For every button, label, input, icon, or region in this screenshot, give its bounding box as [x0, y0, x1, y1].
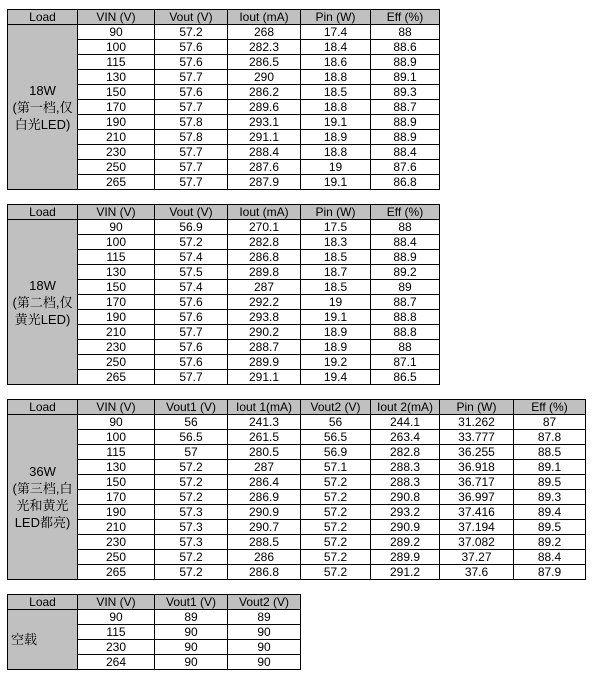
column-header: VIN (V)	[78, 10, 155, 25]
table-cell: 57.2	[301, 490, 371, 505]
table-cell: 264	[78, 655, 155, 670]
column-header: Iout 2(mA)	[371, 400, 440, 415]
table-cell: 289.8	[228, 265, 301, 280]
table-cell: 57.2	[155, 235, 228, 250]
table-cell: 291.1	[228, 370, 301, 385]
table-cell: 56.5	[301, 430, 371, 445]
table-cell: 263.4	[371, 430, 440, 445]
table-cell: 290.2	[228, 325, 301, 340]
table-cell: 57.2	[301, 550, 371, 565]
table-cell: 37.194	[440, 520, 514, 535]
table-cell: 190	[78, 310, 155, 325]
table-cell: 88	[371, 340, 440, 355]
table-row	[8, 445, 586, 460]
table-cell: 286.4	[228, 475, 301, 490]
table-cell: 288.3	[371, 475, 440, 490]
table-cell: 57.6	[155, 40, 228, 55]
table-cell: 89.2	[371, 265, 440, 280]
load-label: 18W (第二档,仅 黄光LED)	[8, 220, 78, 385]
table-cell: 250	[78, 355, 155, 370]
column-header: Eff (%)	[514, 400, 586, 415]
table-cell: 286.9	[228, 490, 301, 505]
table-row	[8, 565, 586, 580]
table-cell: 88	[371, 25, 440, 40]
table-cell: 290.8	[371, 490, 440, 505]
table-cell: 18.9	[301, 325, 371, 340]
table-cell: 210	[78, 520, 155, 535]
table-cell: 115	[78, 625, 155, 640]
table-cell: 57.2	[301, 565, 371, 580]
column-header: Vout1 (V)	[155, 400, 228, 415]
table-cell: 115	[78, 445, 155, 460]
table-cell: 89	[228, 610, 301, 625]
table-cell: 89	[371, 280, 440, 295]
table-row	[8, 520, 586, 535]
table-cell: 89.5	[514, 520, 586, 535]
table-cell: 57.8	[155, 130, 228, 145]
column-header: Vout1 (V)	[155, 595, 228, 610]
table-cell: 19	[301, 160, 371, 175]
table-cell: 57.3	[155, 535, 228, 550]
table-cell: 287.9	[228, 175, 301, 190]
table-cell: 170	[78, 490, 155, 505]
table-cell: 265	[78, 370, 155, 385]
table-cell: 293.2	[371, 505, 440, 520]
table-cell: 19.1	[301, 310, 371, 325]
table-cell: 57.2	[155, 490, 228, 505]
table-cell: 90	[155, 625, 228, 640]
table-cell: 287.6	[228, 160, 301, 175]
table-cell: 57.1	[301, 460, 371, 475]
table-cell: 33.777	[440, 430, 514, 445]
table-cell: 57	[155, 445, 228, 460]
table-row	[8, 415, 586, 430]
table-cell: 19.2	[301, 355, 371, 370]
table-cell: 170	[78, 295, 155, 310]
table-cell: 290.9	[228, 505, 301, 520]
table-18w-yellow	[7, 204, 440, 385]
table-cell: 57.4	[155, 250, 228, 265]
table-cell: 57.7	[155, 145, 228, 160]
column-header: Load	[8, 10, 78, 25]
table-cell: 37.27	[440, 550, 514, 565]
table-cell: 291.1	[228, 130, 301, 145]
table-cell: 291.2	[371, 565, 440, 580]
table-cell: 286.8	[228, 250, 301, 265]
table-cell: 36.918	[440, 460, 514, 475]
table-row	[8, 610, 301, 625]
table-row	[8, 490, 586, 505]
table-cell: 37.082	[440, 535, 514, 550]
column-header: Pin (W)	[440, 400, 514, 415]
table-cell: 56	[301, 415, 371, 430]
table-cell: 57.6	[155, 55, 228, 70]
table-cell: 18.8	[301, 100, 371, 115]
column-header: Eff (%)	[371, 205, 440, 220]
table-cell: 19.1	[301, 175, 371, 190]
table-cell: 18.5	[301, 250, 371, 265]
table-cell: 90	[155, 640, 228, 655]
table-cell: 89.3	[371, 85, 440, 100]
table-cell: 89.5	[514, 475, 586, 490]
table-36w-both	[7, 399, 586, 580]
table-cell: 88.7	[371, 295, 440, 310]
table-cell: 57.7	[155, 70, 228, 85]
column-header: Load	[8, 205, 78, 220]
table-cell: 244.1	[371, 415, 440, 430]
table-cell: 88.9	[371, 55, 440, 70]
table-cell: 57.2	[155, 25, 228, 40]
table-cell: 89.1	[371, 70, 440, 85]
table-cell: 57.2	[301, 475, 371, 490]
table-cell: 289.2	[371, 535, 440, 550]
table-cell: 56.9	[155, 220, 228, 235]
table-cell: 18.9	[301, 340, 371, 355]
table-cell: 89.3	[514, 490, 586, 505]
table-cell: 37.416	[440, 505, 514, 520]
column-header: VIN (V)	[78, 205, 155, 220]
table-cell: 289.9	[228, 355, 301, 370]
column-header: Vout2 (V)	[228, 595, 301, 610]
table-cell: 288.4	[228, 145, 301, 160]
table-cell: 57.2	[301, 505, 371, 520]
table-cell: 286.5	[228, 55, 301, 70]
table-cell: 57.7	[155, 175, 228, 190]
table-cell: 292.2	[228, 295, 301, 310]
table-cell: 57.3	[155, 520, 228, 535]
table-cell: 57.6	[155, 295, 228, 310]
table-cell: 57.7	[155, 370, 228, 385]
table-cell: 115	[78, 55, 155, 70]
table-cell: 130	[78, 265, 155, 280]
table-cell: 57.2	[155, 460, 228, 475]
table-header-row	[8, 400, 586, 415]
load-label: 空载	[8, 610, 78, 670]
table-cell: 90	[155, 655, 228, 670]
table-cell: 290	[228, 70, 301, 85]
table-cell: 250	[78, 160, 155, 175]
table-cell: 57.7	[155, 100, 228, 115]
table-row	[8, 220, 440, 235]
column-header: Iout (mA)	[228, 10, 301, 25]
table-cell: 293.8	[228, 310, 301, 325]
table-cell: 90	[228, 625, 301, 640]
table-row	[8, 505, 586, 520]
table-cell: 31.262	[440, 415, 514, 430]
table-cell: 88.9	[371, 130, 440, 145]
table-cell: 230	[78, 145, 155, 160]
table-cell: 57.8	[155, 115, 228, 130]
table-cell: 36.997	[440, 490, 514, 505]
table-cell: 230	[78, 340, 155, 355]
column-header: Load	[8, 595, 78, 610]
table-cell: 57.6	[155, 85, 228, 100]
load-label: 36W (第三档,白 光和黄光 LED都亮)	[8, 415, 78, 580]
table-cell: 88.8	[371, 325, 440, 340]
table-cell: 210	[78, 130, 155, 145]
table-cell: 190	[78, 505, 155, 520]
table-row	[8, 475, 586, 490]
column-header: VIN (V)	[78, 595, 155, 610]
table-cell: 210	[78, 325, 155, 340]
table-cell: 88.4	[371, 145, 440, 160]
table-cell: 57.2	[155, 550, 228, 565]
table-cell: 57.2	[155, 565, 228, 580]
table-cell: 90	[78, 25, 155, 40]
table-cell: 250	[78, 550, 155, 565]
table-cell: 36.255	[440, 445, 514, 460]
table-cell: 90	[228, 640, 301, 655]
table-cell: 287	[228, 460, 301, 475]
table-cell: 230	[78, 535, 155, 550]
table-cell: 87.8	[514, 430, 586, 445]
table-cell: 87.6	[371, 160, 440, 175]
table-cell: 18.6	[301, 55, 371, 70]
column-header: Load	[8, 400, 78, 415]
table-cell: 286	[228, 550, 301, 565]
table-cell: 87.9	[514, 565, 586, 580]
table-cell: 37.6	[440, 565, 514, 580]
table-cell: 88	[371, 220, 440, 235]
table-cell: 19.4	[301, 370, 371, 385]
table-cell: 89.2	[514, 535, 586, 550]
table-cell: 89	[155, 610, 228, 625]
table-cell: 230	[78, 640, 155, 655]
table-row	[8, 460, 586, 475]
table-cell: 288.7	[228, 340, 301, 355]
table-cell: 57.7	[155, 325, 228, 340]
column-header: Pin (W)	[301, 205, 371, 220]
table-cell: 282.3	[228, 40, 301, 55]
table-cell: 289.9	[371, 550, 440, 565]
table-row	[8, 535, 586, 550]
table-cell: 287	[228, 280, 301, 295]
table-cell: 18.4	[301, 40, 371, 55]
table-cell: 57.2	[301, 520, 371, 535]
table-header-row	[8, 10, 440, 25]
table-row	[8, 550, 586, 565]
table-cell: 57.6	[155, 310, 228, 325]
table-cell: 150	[78, 85, 155, 100]
table-cell: 293.1	[228, 115, 301, 130]
table-cell: 261.5	[228, 430, 301, 445]
table-cell: 57.2	[155, 475, 228, 490]
column-header: Iout (mA)	[228, 205, 301, 220]
table-cell: 57.7	[155, 160, 228, 175]
table-cell: 88.7	[371, 100, 440, 115]
table-cell: 290.9	[371, 520, 440, 535]
table-cell: 17.4	[301, 25, 371, 40]
column-header: Vout2 (V)	[301, 400, 371, 415]
table-cell: 19.1	[301, 115, 371, 130]
table-cell: 56.5	[155, 430, 228, 445]
table-cell: 88.9	[371, 115, 440, 130]
table-cell: 86.5	[371, 370, 440, 385]
table-cell: 18.8	[301, 70, 371, 85]
table-cell: 18.8	[301, 145, 371, 160]
table-cell: 90	[78, 610, 155, 625]
table-cell: 265	[78, 175, 155, 190]
table-cell: 57.3	[155, 505, 228, 520]
table-cell: 150	[78, 475, 155, 490]
table-cell: 88.6	[371, 40, 440, 55]
table-cell: 190	[78, 115, 155, 130]
table-cell: 88.9	[371, 250, 440, 265]
table-cell: 88.8	[371, 310, 440, 325]
column-header: Eff (%)	[371, 10, 440, 25]
table-cell: 56.9	[301, 445, 371, 460]
table-cell: 288.5	[228, 535, 301, 550]
table-cell: 100	[78, 430, 155, 445]
table-cell: 265	[78, 565, 155, 580]
table-cell: 19	[301, 295, 371, 310]
table-cell: 17.5	[301, 220, 371, 235]
table-cell: 150	[78, 280, 155, 295]
table-cell: 18.7	[301, 265, 371, 280]
table-cell: 90	[78, 220, 155, 235]
table-cell: 18.5	[301, 85, 371, 100]
table-cell: 57.6	[155, 355, 228, 370]
column-header: Iout 1(mA)	[228, 400, 301, 415]
table-cell: 18.5	[301, 280, 371, 295]
table-cell: 286.2	[228, 85, 301, 100]
table-cell: 130	[78, 460, 155, 475]
table-row	[8, 430, 586, 445]
table-cell: 57.6	[155, 340, 228, 355]
table-cell: 88.4	[514, 550, 586, 565]
table-cell: 115	[78, 250, 155, 265]
table-cell: 57.5	[155, 265, 228, 280]
table-cell: 36.717	[440, 475, 514, 490]
column-header: VIN (V)	[78, 400, 155, 415]
load-label: 18W (第一档,仅 白光LED)	[8, 25, 78, 190]
column-header: Vout (V)	[155, 10, 228, 25]
table-cell: 88.5	[514, 445, 586, 460]
table-no-load	[7, 594, 301, 670]
table-cell: 130	[78, 70, 155, 85]
table-cell: 90	[78, 415, 155, 430]
column-header: Vout (V)	[155, 205, 228, 220]
table-header-row	[8, 595, 301, 610]
table-cell: 288.3	[371, 460, 440, 475]
table-cell: 18.9	[301, 130, 371, 145]
table-cell: 56	[155, 415, 228, 430]
table-cell: 89.4	[514, 505, 586, 520]
column-header: Pin (W)	[301, 10, 371, 25]
table-cell: 18.3	[301, 235, 371, 250]
table-cell: 280.5	[228, 445, 301, 460]
table-cell: 170	[78, 100, 155, 115]
table-cell: 270.1	[228, 220, 301, 235]
table-cell: 57.2	[301, 535, 371, 550]
table-header-row	[8, 205, 440, 220]
table-cell: 282.8	[371, 445, 440, 460]
table-cell: 87	[514, 415, 586, 430]
table-cell: 241.3	[228, 415, 301, 430]
table-cell: 100	[78, 235, 155, 250]
table-cell: 88.4	[371, 235, 440, 250]
table-cell: 89.1	[514, 460, 586, 475]
table-cell: 290.7	[228, 520, 301, 535]
table-row	[8, 25, 440, 40]
table-cell: 87.1	[371, 355, 440, 370]
table-cell: 86.8	[371, 175, 440, 190]
table-cell: 268	[228, 25, 301, 40]
table-cell: 282.8	[228, 235, 301, 250]
table-cell: 289.6	[228, 100, 301, 115]
table-cell: 57.4	[155, 280, 228, 295]
table-18w-white	[7, 9, 440, 190]
table-cell: 100	[78, 40, 155, 55]
table-cell: 286.8	[228, 565, 301, 580]
table-cell: 90	[228, 655, 301, 670]
